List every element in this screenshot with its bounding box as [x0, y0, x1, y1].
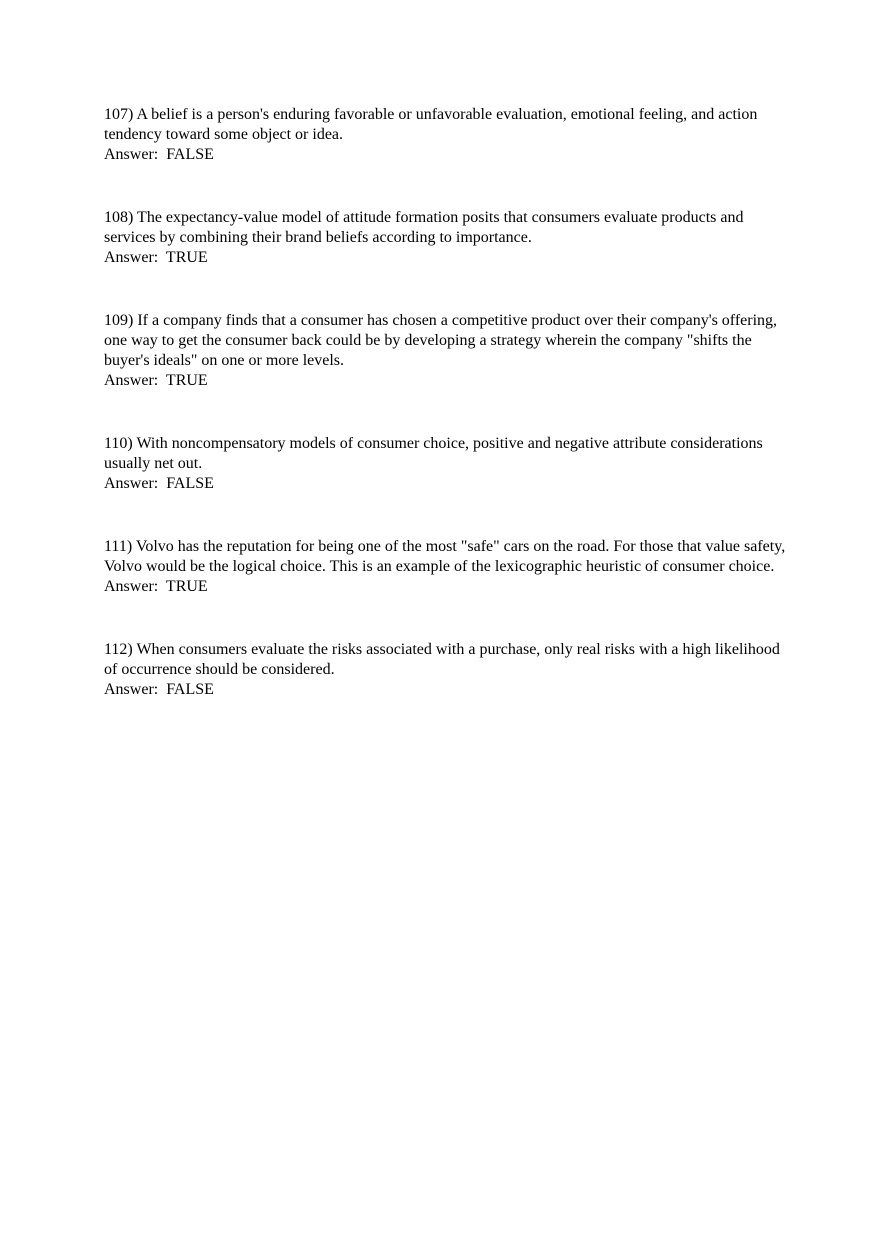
- question-text: 107) A belief is a person's enduring favorable or unfavorable evaluation, emotional feeling, and action tendency toward some object or idea.: [104, 106, 758, 143]
- question-text: 110) With noncompensatory models of consumer choice, positive and negative attribute considerations usually net out.: [104, 435, 763, 472]
- question-text: 108) The expectancy-value model of attitude formation posits that consumers evaluate products and services by combining their brand beliefs according to importance.: [104, 209, 744, 246]
- question-107: [104, 105, 794, 165]
- question-text: 109) If a company finds that a consumer has chosen a competitive product over their company's offering, one way to get the consumer back could be by developing a strategy wherein the company "shifts the buyer's ideals" on one or more levels.: [104, 312, 778, 369]
- answer-text: Answer: TRUE: [104, 372, 208, 389]
- answer-text: Answer: FALSE: [104, 146, 214, 163]
- answer-text: Answer: TRUE: [104, 578, 208, 595]
- answer-text: Answer: FALSE: [104, 475, 214, 492]
- question-111: [104, 537, 794, 597]
- answer-text: Answer: FALSE: [104, 681, 214, 698]
- question-108: [104, 208, 794, 268]
- document-page: [104, 105, 794, 743]
- question-112: [104, 640, 794, 700]
- answer-text: Answer: TRUE: [104, 249, 208, 266]
- question-text: 112) When consumers evaluate the risks associated with a purchase, only real risks with a high likelihood of occurrence should be considered.: [104, 641, 780, 678]
- question-text: 111) Volvo has the reputation for being one of the most "safe" cars on the road. For those that value safety, Volvo would be the logical choice. This is an example of the lexicographic heuristic of consumer choice.: [104, 538, 786, 575]
- question-110: [104, 434, 794, 494]
- question-109: [104, 311, 794, 391]
